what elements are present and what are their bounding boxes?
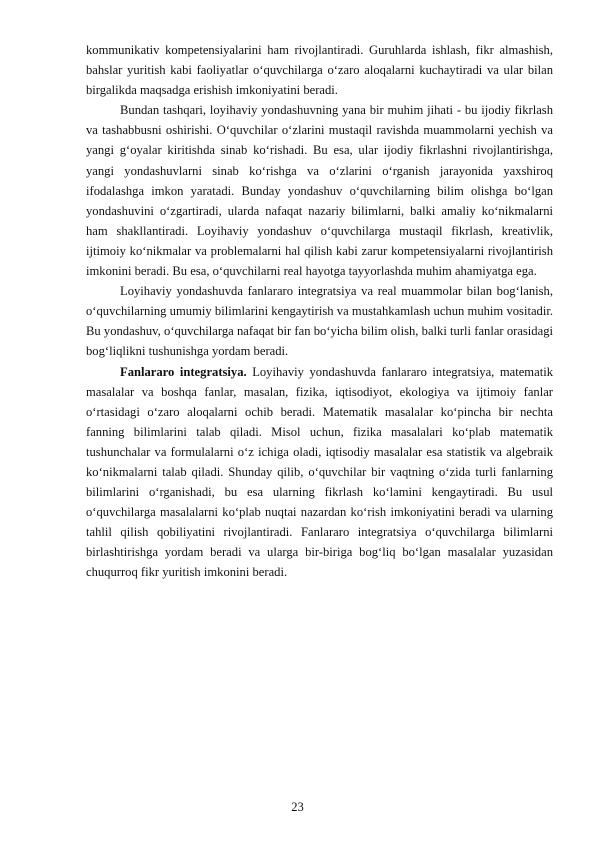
paragraph-4-text: Loyihaviy yondashuvda fanlararo integratsiya, matematik masalalar va boshqa fanlar, masalan, fizika, iqtisodiyot, ekologiya va ijtimoiy fanlar o‘rtasidagi o‘zaro aloqalarni ochib beradi. Matematik masalalar ko‘pincha bir nechta fanning bilimlarini talab qiladi. Misol uchun, fizika masalalari ko‘plab matematik tushunchalar va formulalarni o‘z ichiga oladi, iqtisodiy masalalar esa statistik va algebraik ko‘nikmalarni talab qiladi. Shunday qilib, o‘quvchilar bir vaqtning o‘zida turli fanlarning bilimlarini o‘rganishadi, bu esa ularning fikrlash ko‘lamini kengaytiradi. Bu usul o‘quvchilarga masalalarni ko‘plab nuqtai nazardan ko‘rish imkoniyatini beradi va ularning tahlil qilish qobiliyatini rivojlantiradi. Fanlararo integratsiya o‘quvchilarga bilimlarni birlashtirishga yordam beradi va ularga bir-biriga bog‘liq bo‘lgan masalalar yuzasidan chuqurroq fikr yuritish imkonini beradi. — [86, 364, 553, 580]
page-number: 23 — [291, 800, 304, 814]
paragraph-2 — [86, 100, 553, 281]
paragraph-1 — [86, 40, 553, 100]
paragraph-2-text: Bundan tashqari, loyihaviy yondashuvning yana bir muhim jihati - bu ijodiy fikrlash va tashabbusni oshirishi. O‘quvchilar o‘zlarini mustaqil ravishda muammolarni yechish va yangi g‘oyalar kiritishda sinab ko‘rishadi. Bu esa, ular ijodiy fikrlashni rivojlantirishga, yangi yondashuvlarni sinab ko‘rishga va o‘zlarini o‘rganish jarayonida yaxshiroq ifodalashga imkon yaratadi. Bunday yondashuv o‘quvchilarning bilim olishga bo‘lgan yondashuvini o‘zgartiradi, ularda nafaqat nazariy bilimlarni, balki amaliy ko‘nikmalarni ham shakllantiradi. Loyihaviy yondashuv o‘quvchilarga mustaqil fikrlash, kreativlik, ijtimoiy ko‘nikmalar va problemalarni hal qilish kabi zarur kompetensiyalarni rivojlantirish imkonini beradi. Bu esa, o‘quvchilarni real hayotga tayyorlashda muhim ahamiyatga ega. — [86, 103, 553, 279]
document-page — [86, 40, 553, 583]
paragraph-4 — [86, 362, 553, 583]
paragraph-3 — [86, 281, 553, 361]
paragraph-4-heading: Fanlararo integratsiya. — [120, 364, 247, 379]
paragraph-3-text: Loyihaviy yondashuvda fanlararo integratsiya va real muammolar bilan bog‘lanish, o‘quvchilarning umumiy bilimlarini kengaytirish va mustahkamlash uchun muhim vositadir. Bu yondashuv, o‘quvchilarga nafaqat bir fan bo‘yicha bilim olish, balki turli fanlar orasidagi bog‘liqlikni tushunishga yordam beradi. — [86, 284, 553, 359]
paragraph-1-text: kommunikativ kompetensiyalarini ham rivojlantiradi. Guruhlarda ishlash, fikr almashish, bahslar yuritish kabi faoliyatlar o‘quvchilarga o‘zaro aloqalarni kuchaytiradi va ular bilan birgalikda maqsadga erishish imkoniyatini beradi. — [86, 43, 553, 98]
